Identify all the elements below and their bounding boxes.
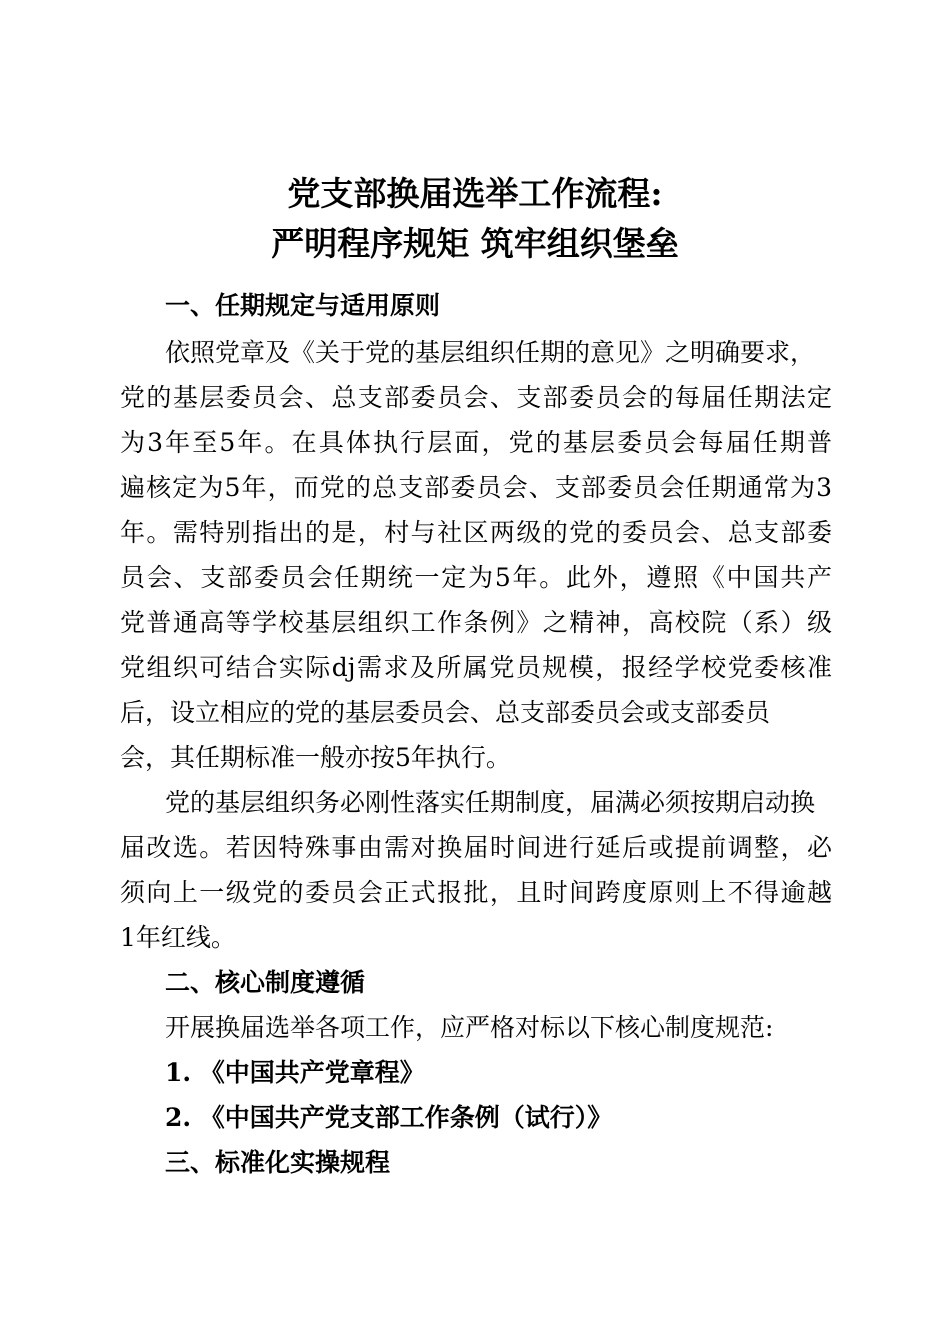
paragraph-line: 后，设立相应的党的基层委员会、总支部委员会或支部委员 (120, 698, 771, 727)
paragraph-line: 党的基层组织务必刚性落实任期制度，届满必须按期启动换 (165, 788, 816, 817)
paragraph-line: 开展换届选举各项工作，应严格对标以下核心制度规范: (165, 1013, 774, 1042)
paragraph-line: 1年红线。 (120, 923, 236, 952)
paragraph-line: 党的基层委员会、总支部委员会、支部委员会的每届任期法定 (120, 383, 832, 412)
paragraph-line: 依照党章及《关于党的基层组织任期的意见》之明确要求， (165, 338, 816, 367)
document-title-line-2: 严明程序规矩 筑牢组织堡垒 (271, 224, 679, 263)
document-title-line-1: 党支部换届选举工作流程: (287, 174, 663, 213)
paragraph-line: 会，其任期标准一般亦按5年执行。 (120, 743, 511, 772)
paragraph-line: 届改选。若因特殊事由需对换届时间进行延后或提前调整，必 (120, 833, 832, 862)
paragraph-line: 年。需特别指出的是，村与社区两级的党的委员会、总支部委 (120, 518, 832, 547)
paragraph-line: 党组织可结合实际dj需求及所属党员规模，报经学校党委核准 (120, 653, 832, 682)
paragraph-line: 党普通高等学校基层组织工作条例》之精神，高校院（系）级 (120, 608, 832, 637)
section-heading-1: 一、任期规定与适用原则 (165, 291, 441, 320)
section-heading-2: 二、核心制度遵循 (165, 968, 366, 997)
document-body (120, 283, 832, 1185)
paragraph-line: 为3年至5年。在具体执行层面，党的基层委员会每届任期普 (120, 428, 832, 457)
paragraph-line: 员会、支部委员会任期统一定为5年。此外，遵照《中国共产 (120, 563, 832, 592)
paragraph-line: 须向上一级党的委员会正式报批，且时间跨度原则上不得逾越 (120, 878, 832, 907)
list-item: 1. 《中国共产党章程》 (165, 1058, 425, 1087)
paragraph-line: 遍核定为5年，而党的总支部委员会、支部委员会任期通常为3 (120, 473, 832, 502)
list-item: 2. 《中国共产党支部工作条例（试行）》 (165, 1103, 613, 1132)
section-heading-3: 三、标准化实操规程 (165, 1148, 391, 1177)
